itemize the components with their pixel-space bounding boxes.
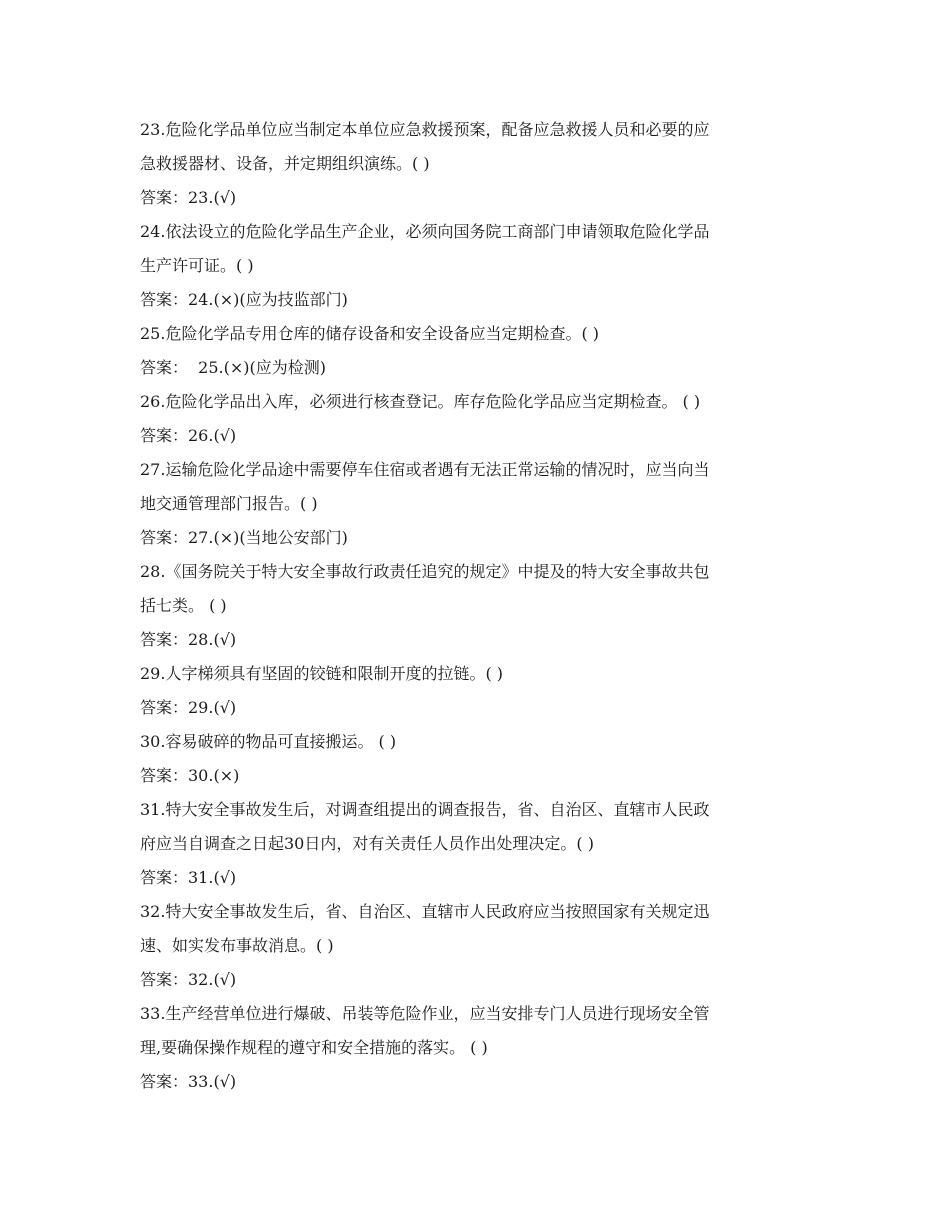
question-text: 府应当自调查之日起30日内，对有关责任人员作出处理决定。( ) [140,834,594,853]
answer-text: 答案：28.(√) [140,630,237,649]
question-text: 26.危险化学品出入库，必须进行核查登记。库存危险化学品应当定期检查。 ( ) [140,392,701,411]
question-item-28 [140,555,812,657]
question-text: 33.生产经营单位进行爆破、吊装等危险作业，应当安排专门人员进行现场安全管 [140,1004,710,1023]
question-text: 28.《国务院关于特大安全事故行政责任追究的规定》中提及的特大安全事故共包 [140,562,710,581]
question-item-23 [140,113,812,215]
question-text: 生产许可证。( ) [140,256,254,275]
question-list [140,113,812,1099]
question-text: 29.人字梯须具有坚固的铰链和限制开度的拉链。( ) [140,664,504,683]
question-text: 急救援器材、设备，并定期组织演练。( ) [140,154,430,173]
answer-text: 答案：24.(×)(应为技监部门) [140,290,348,309]
answer-text: 答案：31.(√) [140,868,237,887]
question-item-24 [140,215,812,317]
answer-text: 答案：32.(√) [140,970,237,989]
question-item-31 [140,793,812,895]
answer-text: 答案：30.(×) [140,766,240,785]
question-item-33 [140,997,812,1099]
question-text: 24.依法设立的危险化学品生产企业，必须向国务院工商部门申请领取危险化学品 [140,222,710,241]
question-text: 32.特大安全事故发生后，省、自治区、直辖市人民政府应当按照国家有关规定迅 [140,902,710,921]
question-text: 27.运输危险化学品途中需要停车住宿或者遇有无法正常运输的情况时，应当向当 [140,460,710,479]
question-text: 25.危险化学品专用仓库的储存设备和安全设备应当定期检查。( ) [140,324,600,343]
answer-text: 答案：26.(√) [140,426,237,445]
question-text: 速、如实发布事故消息。( ) [140,936,334,955]
question-text: 括七类。 ( ) [140,596,227,615]
question-item-25 [140,317,812,385]
question-text: 23.危险化学品单位应当制定本单位应急救援预案，配备应急救援人员和必要的应 [140,120,710,139]
answer-text: 答案：23.(√) [140,188,237,207]
question-item-30 [140,725,812,793]
question-item-26 [140,385,812,453]
question-item-32 [140,895,812,997]
question-text: 31.特大安全事故发生后，对调查组提出的调查报告，省、自治区、直辖市人民政 [140,800,710,819]
question-item-27 [140,453,812,555]
question-text: 30.容易破碎的物品可直接搬运。 ( ) [140,732,397,751]
question-item-29 [140,657,812,725]
question-text: 理,要确保操作规程的遵守和安全措施的落实。 ( ) [140,1038,488,1057]
answer-text: 答案：27.(×)(当地公安部门) [140,528,348,547]
answer-text: 答案：33.(√) [140,1072,237,1091]
question-text: 地交通管理部门报告。( ) [140,494,318,513]
answer-text: 答案：29.(√) [140,698,237,717]
answer-text: 答案： 25.(×)(应为检测) [140,358,326,377]
